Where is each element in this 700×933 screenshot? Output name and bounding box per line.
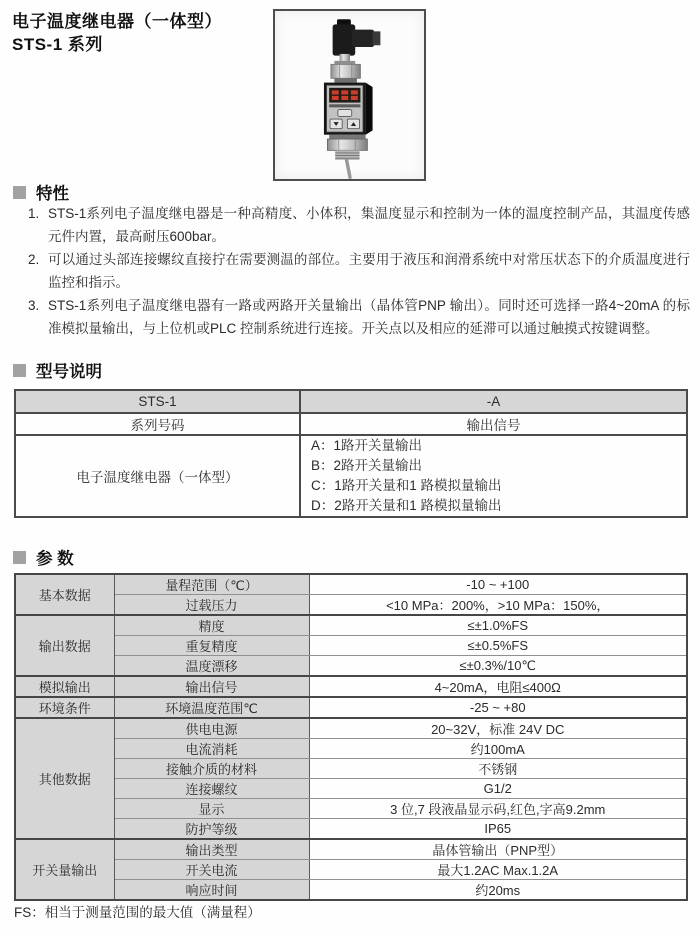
param-row bbox=[15, 615, 687, 636]
param-value-cell: ≤±1.0%FS bbox=[309, 615, 687, 636]
output-options-cell bbox=[300, 435, 687, 517]
param-row bbox=[15, 697, 687, 718]
param-value-cell: G1/2 bbox=[309, 779, 687, 799]
params-table bbox=[14, 573, 688, 901]
param-value-cell: ≤±0.5%FS bbox=[309, 636, 687, 656]
product-photo bbox=[273, 9, 426, 181]
param-label-cell: 电流消耗 bbox=[114, 739, 309, 759]
param-label-cell: 输出类型 bbox=[114, 839, 309, 860]
param-row bbox=[15, 839, 687, 860]
section-bullet-icon bbox=[13, 364, 26, 377]
param-value-cell: 不锈钢 bbox=[309, 759, 687, 779]
output-label-cell: 输出信号 bbox=[300, 413, 687, 435]
param-label-cell: 精度 bbox=[114, 615, 309, 636]
section-header-params bbox=[13, 545, 74, 569]
param-row bbox=[15, 880, 687, 901]
param-value-cell: IP65 bbox=[309, 819, 687, 840]
features-heading: 特性 bbox=[36, 185, 69, 203]
param-category-cell: 模拟输出 bbox=[15, 676, 114, 697]
suffix-code-cell: -A bbox=[300, 390, 687, 413]
param-label-cell: 过载压力 bbox=[114, 595, 309, 616]
param-row bbox=[15, 860, 687, 880]
param-row bbox=[15, 718, 687, 739]
feature-item bbox=[28, 202, 690, 248]
param-value-cell: -10 ~ +100 bbox=[309, 574, 687, 595]
feature-text: STS-1系列电子温度继电器是一种高精度、小体积，集温度显示和控制为一体的温度控制产品，其温度传感元件内置，最高耐压600bar。 bbox=[48, 206, 690, 244]
param-row bbox=[15, 739, 687, 759]
product-name-cell: 电子温度继电器（一体型） bbox=[15, 435, 300, 517]
param-row bbox=[15, 574, 687, 595]
model-table-subheader-row bbox=[15, 413, 687, 435]
feature-text: 可以通过头部连接螺纹直接拧在需要测温的部位。主要用于液压和润滑系统中对常压状态下的介质温度进行监控和指示。 bbox=[48, 252, 690, 290]
param-value-cell: ≤±0.3%/10℃ bbox=[309, 656, 687, 677]
param-category-cell: 其他数据 bbox=[15, 718, 114, 839]
model-heading: 型号说明 bbox=[36, 363, 102, 381]
output-option: A：1路开关量输出 bbox=[311, 438, 423, 453]
param-category-cell: 基本数据 bbox=[15, 574, 114, 615]
param-row bbox=[15, 676, 687, 697]
model-table bbox=[14, 389, 688, 518]
param-row bbox=[15, 799, 687, 819]
param-value-cell: 3 位,7 段液晶显示码,红色,字高9.2mm bbox=[309, 799, 687, 819]
param-category-cell: 开关量输出 bbox=[15, 839, 114, 900]
param-label-cell: 显示 bbox=[114, 799, 309, 819]
feature-number: 2. bbox=[28, 252, 40, 267]
param-value-cell: 最大1.2AC Max.1.2A bbox=[309, 860, 687, 880]
param-label-cell: 防护等级 bbox=[114, 819, 309, 840]
param-row bbox=[15, 819, 687, 840]
param-row bbox=[15, 595, 687, 616]
output-option: D：2路开关量和1 路模拟量输出 bbox=[311, 498, 502, 513]
output-option: B：2路开关量输出 bbox=[311, 458, 423, 473]
feature-text: STS-1系列电子温度继电器有一路或两路开关量输出（晶体管PNP 输出）。同时还可选择一路4~20mA 的标准模拟量输出，与上位机或PLC 控制系统进行连接。开关点以及相应的延滞可以通过触摸式按键调整。 bbox=[48, 298, 690, 336]
section-header-model bbox=[13, 358, 102, 382]
param-row bbox=[15, 779, 687, 799]
param-row bbox=[15, 759, 687, 779]
fs-footnote: FS：相当于测量范围的最大值（满量程） bbox=[14, 905, 261, 920]
page-title bbox=[12, 10, 272, 56]
param-label-cell: 响应时间 bbox=[114, 880, 309, 901]
series-label-cell: 系列号码 bbox=[15, 413, 300, 435]
param-label-cell: 开关电流 bbox=[114, 860, 309, 880]
param-label-cell: 环境温度范围℃ bbox=[114, 697, 309, 718]
features-list bbox=[28, 202, 690, 340]
param-label-cell: 供电电源 bbox=[114, 718, 309, 739]
param-label-cell: 温度漂移 bbox=[114, 656, 309, 677]
param-label-cell: 输出信号 bbox=[114, 676, 309, 697]
param-value-cell: -25 ~ +80 bbox=[309, 697, 687, 718]
param-label-cell: 接触介质的材料 bbox=[114, 759, 309, 779]
param-label-cell: 连接螺纹 bbox=[114, 779, 309, 799]
param-category-cell: 输出数据 bbox=[15, 615, 114, 676]
model-table-header-row bbox=[15, 390, 687, 413]
param-category-cell: 环境条件 bbox=[15, 697, 114, 718]
output-option: C：1路开关量和1 路模拟量输出 bbox=[311, 478, 502, 493]
model-table-options-row bbox=[15, 435, 687, 517]
param-label-cell: 重复精度 bbox=[114, 636, 309, 656]
param-value-cell: 约20ms bbox=[309, 880, 687, 901]
feature-number: 3. bbox=[28, 298, 40, 313]
param-row bbox=[15, 636, 687, 656]
param-value-cell: 4~20mA，电阻≤400Ω bbox=[309, 676, 687, 697]
param-value-cell: 约100mA bbox=[309, 739, 687, 759]
param-value-cell: <10 MPa：200%，>10 MPa：150%， bbox=[309, 595, 687, 616]
param-value-cell: 20~32V，标准 24V DC bbox=[309, 718, 687, 739]
feature-item bbox=[28, 294, 690, 340]
section-header-features bbox=[13, 180, 69, 204]
params-heading: 参 数 bbox=[36, 550, 74, 568]
feature-number: 1. bbox=[28, 206, 40, 221]
section-bullet-icon bbox=[13, 551, 26, 564]
series-code-cell: STS-1 bbox=[15, 390, 300, 413]
feature-item bbox=[28, 248, 690, 294]
temperature-relay-illustration bbox=[290, 14, 410, 179]
param-row bbox=[15, 656, 687, 677]
page-title-line2: STS-1 系列 bbox=[12, 35, 103, 54]
param-label-cell: 量程范围（℃） bbox=[114, 574, 309, 595]
section-bullet-icon bbox=[13, 186, 26, 199]
page-title-line1: 电子温度继电器（一体型） bbox=[12, 12, 222, 31]
param-value-cell: 晶体管输出（PNP型） bbox=[309, 839, 687, 860]
